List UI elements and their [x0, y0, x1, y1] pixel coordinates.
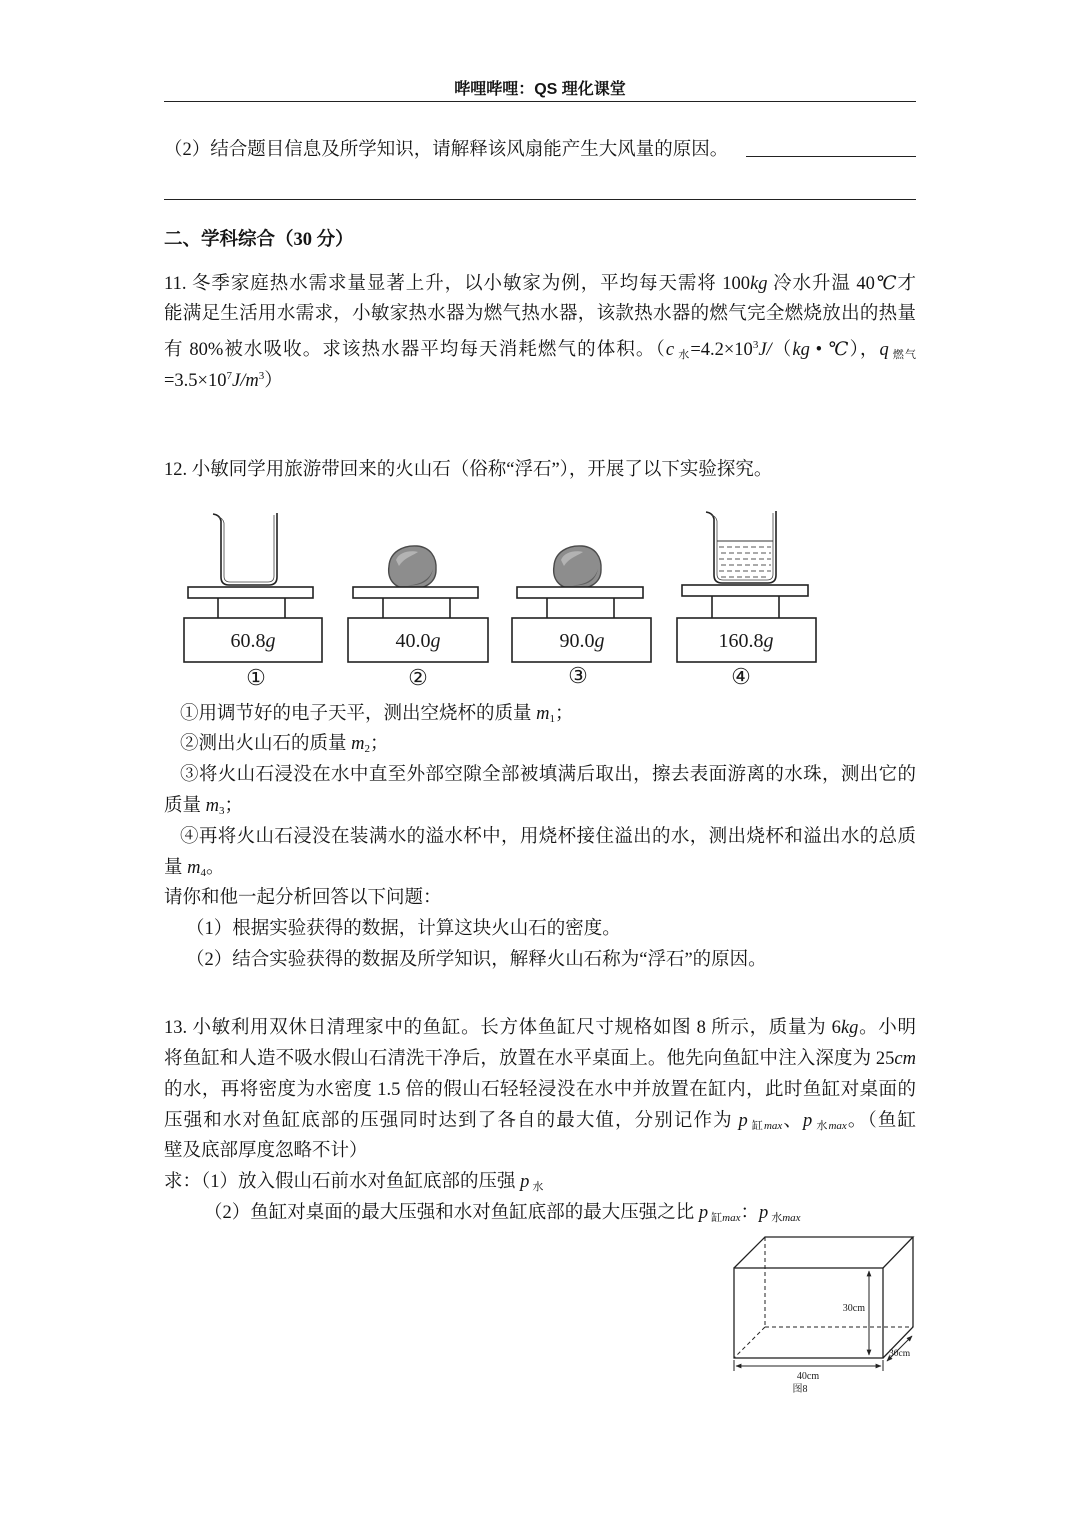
q11-text: =3.5×10 [164, 371, 227, 391]
figure-label: ④ [731, 664, 751, 689]
q11-text: 11. 冬季家庭热水需求量显著上升，以小敏家为例，平均每天需将 100 [164, 274, 751, 294]
step-text: ④再将火山石浸没在装满水的溢水杯中，用烧杯接住溢出的水，测出烧杯和溢出水的总质 [180, 827, 916, 847]
q13-text: 压强和水对鱼缸底部的压强同时达到了各自的最大值，分别记作为 [164, 1111, 739, 1131]
symbol-p: p [738, 1111, 748, 1131]
section-title: 二、学科综合（30 分） [164, 230, 354, 250]
symbol-q: q [879, 340, 889, 360]
q11-text: （ [771, 340, 793, 360]
figure-caption: 图8 [792, 1384, 808, 1395]
figure-label: ② [408, 665, 428, 690]
q11-line-4 [164, 361, 916, 396]
step-text: ③将火山石浸没在水中直至外部空隙全部被填满后取出，擦去表面游离的水珠，测出它的 [180, 765, 916, 785]
q13-text: 将鱼缸和人造不吸水假山石清洗干净后，放置在水平桌面上。他先向鱼缸中注入深度为 25 [164, 1049, 895, 1069]
q13-text: 13. 小敏利用双休日清理家中的鱼缸。长方体鱼缸尺寸规格如图 8 所示，质量为 6 [164, 1018, 841, 1038]
q12-step-4 [180, 822, 916, 852]
scale-reading [231, 630, 276, 652]
subscript-water: 水 [815, 1120, 829, 1132]
symbol-p: p [520, 1172, 530, 1192]
scale-reading [560, 630, 605, 652]
symbol-p: p [803, 1111, 813, 1131]
q12-step-3 [180, 760, 916, 790]
q11-text: 有 80%被水吸收。求该热水器平均每天消耗燃气的体积。（ [164, 340, 666, 360]
subscript-gas: 燃气 [891, 349, 916, 361]
subscript-water: 水 [677, 349, 691, 361]
reading-unit: g [594, 630, 605, 652]
scale-platform [353, 587, 478, 598]
superscript-3: 3 [752, 339, 759, 351]
unit-celsius: ℃ [874, 274, 898, 294]
symbol-m: m [536, 704, 550, 724]
unit-kg: kg [792, 340, 810, 360]
tank-hidden-edges [734, 1237, 913, 1358]
q11-text: 冷水升温 40 [767, 274, 875, 294]
scale-platform [517, 587, 643, 598]
figure-label: ① [246, 665, 266, 690]
step-text: ②测出火山石的质量 [180, 734, 352, 754]
scale-reading [396, 630, 441, 652]
subscript-2: 2 [364, 743, 371, 755]
reading-unit: g [265, 630, 276, 652]
q11-text: =4.2×10 [690, 340, 753, 360]
answer-blank-line [746, 156, 916, 157]
subscript-tank: 缸 [711, 1212, 723, 1224]
q11-text: ） [264, 371, 283, 391]
q13-text: 壁及底部厚度忽略不计） [164, 1141, 368, 1161]
symbol-m: m [187, 858, 201, 878]
figure-label: ③ [568, 663, 588, 688]
unit-kg: kg [750, 274, 768, 294]
reading-value: 160.8 [718, 630, 764, 652]
step-text: ； [555, 704, 574, 724]
q11-text: • [809, 340, 828, 360]
fish-tank-figure [720, 1225, 930, 1400]
symbol-m: m [351, 734, 365, 754]
scale-3 [512, 546, 651, 688]
tank-top-face [734, 1237, 913, 1268]
symbol-m: m [205, 796, 220, 816]
scale-1 [184, 513, 322, 690]
q11-text: ）， [849, 340, 880, 360]
scale-reading [719, 630, 774, 652]
q12-prompt: 请你和他一起分析回答以下问题： [164, 888, 442, 908]
q12-subquestion-2: （2）结合实验获得的数据及所学知识，解释火山石称为“浮石”的原因。 [186, 950, 767, 970]
unit-celsius: ℃ [827, 340, 850, 360]
q12-step-2 [180, 729, 916, 764]
subscript-water: 水 [532, 1181, 544, 1193]
subscript-max: max [763, 1120, 783, 1132]
scale-4 [677, 511, 816, 689]
step-text: 。 [206, 858, 225, 878]
prev-question-line: （2）结合题目信息及所学知识，请解释该风扇能产生大风量的原因。 [164, 140, 729, 160]
q13-line-1 [164, 1013, 916, 1043]
subscript-3: 3 [219, 805, 225, 817]
water-beaker [706, 511, 776, 583]
symbol-c: c [665, 340, 675, 360]
empty-beaker [213, 513, 277, 585]
unit-kg: kg [840, 1018, 859, 1038]
q11-line-1 [164, 269, 916, 299]
step-text: 量 [164, 858, 188, 878]
q13-ask-1 [164, 1167, 916, 1202]
depth-label: 30cm [889, 1349, 911, 1359]
experiment-figure [170, 500, 830, 700]
unit-j-per-m: J/m [232, 371, 259, 391]
height-label: 30cm [842, 1303, 865, 1314]
q13-text: 的水，再将密度为水密度 1.5 倍的假山石轻轻浸没在水中并放置在缸内，此时鱼缸对桌面的 [164, 1080, 916, 1100]
q13-line-5 [164, 1136, 916, 1166]
page-header-title: 哔哩哔哩：QS 理化课堂 [454, 81, 626, 98]
subscript-tank: 缸 [750, 1120, 764, 1132]
subscript-max: max [782, 1212, 801, 1224]
q13-text: 。（鱼缸 [846, 1111, 917, 1131]
q12-title: 12. 小敏同学用旅游带回来的火山石（俗称“浮石”），开展了以下实验探究。 [164, 460, 773, 480]
scale-2 [348, 546, 488, 690]
q13-line-2 [164, 1044, 916, 1074]
q12-subquestion-1: （1）根据实验获得的数据，计算这块火山石的密度。 [186, 919, 621, 939]
step-text: ①用调节好的电子天平，测出空烧杯的质量 [180, 704, 537, 724]
symbol-p: p [698, 1203, 709, 1223]
q13-text: ： [740, 1203, 759, 1223]
reading-unit: g [430, 630, 441, 652]
unit-cm: cm [894, 1049, 916, 1069]
water-hatching [719, 547, 771, 577]
scale-platform [188, 587, 313, 598]
reading-value: 90.0 [559, 630, 595, 652]
beaker-inner-wall [218, 515, 274, 582]
step-text: 质量 [164, 796, 206, 816]
q13-line-3 [164, 1075, 916, 1105]
q12-step-3-cont [164, 791, 916, 826]
q13-text: （2）鱼缸对桌面的最大压强和水对鱼缸底部的最大压强之比 [204, 1203, 699, 1223]
superscript-7: 7 [226, 370, 232, 382]
q11-text: 才 [897, 274, 916, 294]
unit-joule: J/ [758, 340, 772, 360]
subscript-water: 水 [771, 1212, 783, 1224]
q13-text: 求：（1）放入假山石前水对鱼缸底部的压强 [164, 1172, 521, 1192]
reading-unit: g [763, 630, 774, 652]
superscript-3: 3 [258, 370, 265, 382]
q13-text: 。小明 [858, 1018, 916, 1038]
answer-blank-line [164, 199, 916, 200]
q13-text: 、 [782, 1111, 803, 1131]
reading-value: 40.0 [395, 630, 431, 652]
subscript-max: max [722, 1212, 741, 1224]
q11-line-2 [164, 299, 916, 329]
symbol-p: p [758, 1203, 769, 1223]
step-text: ； [370, 734, 389, 754]
width-label: 40cm [796, 1371, 820, 1382]
subscript-max: max [828, 1120, 847, 1132]
subscript-1: 1 [549, 713, 556, 725]
subscript-4: 4 [200, 867, 207, 879]
scale-platform [682, 585, 808, 596]
q11-text: 能满足生活用水需求，小敏家热水器为燃气热水器，该款热水器的燃气完全燃烧放出的热量 [164, 304, 916, 324]
reading-value: 60.8 [230, 630, 266, 652]
header-rule [164, 101, 916, 102]
step-text: ； [224, 796, 244, 816]
